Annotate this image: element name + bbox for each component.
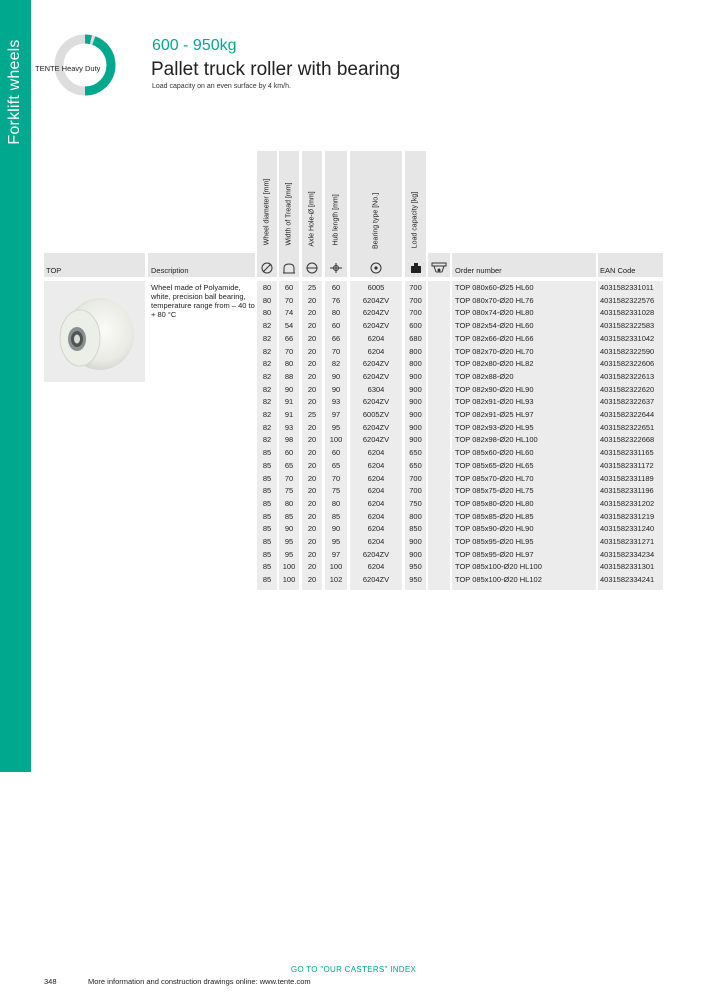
cell-bearing: 6204ZV [362,359,390,369]
casters-index-link[interactable]: GO TO "OUR CASTERS" INDEX [290,965,417,974]
cell-hub: 90 [331,371,341,381]
cell-ean: 4031582322590 [600,346,655,356]
cell-ean: 4031582331202 [600,498,655,508]
diameter-icon [260,262,274,274]
cell-load: 850 [409,524,422,534]
cell-hub: 90 [331,524,341,534]
heading-tread-width: Width of Tread [mm] [285,182,293,246]
cell-diameter: 80 [262,308,272,318]
cell-hub: 80 [331,308,341,318]
cell-axle: 25 [307,283,317,292]
cell-axle: 20 [307,524,317,534]
cell-ean: 4031582331301 [600,562,655,572]
cell-order-number: TOP 080x74-Ø20 HL80 [455,308,534,318]
cell-axle: 20 [307,321,317,331]
cell-ean: 4031582334234 [600,549,655,559]
cell-order-number: TOP 082x93-Ø20 HL95 [455,422,534,432]
cell-bearing: 6204ZV [362,549,390,559]
cell-load: 900 [409,384,422,394]
cell-axle: 20 [307,422,317,432]
cell-axle: 25 [307,410,317,419]
cell-order-number: TOP 085x65-Ø20 HL65 [455,460,534,470]
cell-load: 650 [409,448,422,458]
cell-order-number: TOP 082x54-Ø20 HL60 [455,321,534,331]
cell-hub: 93 [331,397,341,407]
cell-tread: 74 [284,308,294,318]
cell-bearing: 6204 [367,562,385,572]
cell-order-number: TOP 080x60-Ø25 HL60 [455,283,534,292]
header-order-label: Order number [455,266,502,275]
cell-order-number: TOP 085x95-Ø20 HL95 [455,537,534,546]
product-description: Wheel made of Polyamide, white, precision ball bearing, temperature range from – 40 to + 80 °C [151,283,255,319]
cell-axle: 20 [307,575,317,585]
cell-order-number: TOP 082x70-Ø20 HL70 [455,346,534,356]
weight-range: 600 - 950kg [152,37,237,54]
cell-tread: 95 [284,537,294,546]
cell-load: 680 [409,333,422,343]
cell-diameter: 82 [262,346,272,356]
cell-hub: 90 [331,384,341,394]
cell-tread: 91 [284,397,294,407]
cell-bearing: 6204ZV [362,575,390,585]
hub-length-icon [329,262,343,274]
cell-ean: 4031582322576 [600,295,655,305]
cell-order-number: TOP 082x98-Ø20 HL100 [455,435,538,445]
cell-hub: 80 [331,498,341,508]
cell-load: 700 [409,486,422,496]
cell-ean: 4031582322644 [600,410,655,419]
cell-bearing: 6204 [367,346,385,356]
cell-diameter: 85 [262,448,272,458]
col-bg-mounting [428,281,450,590]
cell-tread: 66 [284,333,294,343]
cell-tread: 90 [284,384,294,394]
cell-axle: 20 [307,333,317,343]
mounting-type-icon [431,262,447,274]
cell-bearing: 6204 [367,498,385,508]
cell-load: 650 [409,460,422,470]
bearing-icon [369,262,383,274]
sidebar-label: Forklift wheels [6,39,23,145]
cell-ean: 4031582331189 [600,473,654,483]
cell-ean: 4031582331219 [600,511,655,521]
cell-load: 900 [409,537,422,546]
cell-order-number: TOP 082x88-Ø20 [455,371,514,381]
cell-diameter: 85 [262,498,272,508]
load-weight-icon [409,262,423,274]
cell-tread: 95 [284,549,294,559]
cell-bearing: 6204 [367,473,385,483]
cell-order-number: TOP 082x66-Ø20 HL66 [455,333,534,343]
cell-hub: 66 [331,333,341,343]
cell-tread: 85 [284,511,294,521]
cell-order-number: TOP 085x70-Ø20 HL70 [455,473,534,483]
cell-load: 750 [409,498,422,508]
cell-tread: 80 [284,498,294,508]
cell-diameter: 85 [262,524,272,534]
cell-diameter: 82 [262,384,272,394]
cell-load: 800 [409,359,422,369]
cell-bearing: 6304 [367,384,385,394]
cell-hub: 97 [331,410,341,419]
heading-bearing-type: Bearing type [No.] [372,192,380,250]
page-subtitle: Load capacity on an even surface by 4 km/h. [152,83,291,90]
cell-order-number: TOP 080x70-Ø20 HL76 [455,295,534,305]
cell-order-number: TOP 085x100-Ø20 HL102 [455,575,542,585]
cell-order-number: TOP 085x60-Ø20 HL60 [455,448,534,458]
cell-tread: 100 [282,562,296,572]
cell-ean: 4031582331028 [600,308,655,318]
cell-ean: 4031582322668 [600,435,655,445]
sidebar [0,0,31,772]
cell-load: 800 [409,346,422,356]
cell-hub: 95 [331,537,341,546]
cell-tread: 70 [284,295,294,305]
cell-load: 700 [409,473,422,483]
cell-ean: 4031582322583 [600,321,655,331]
cell-bearing: 6204ZV [362,308,390,318]
cell-order-number: TOP 085x80-Ø20 HL80 [455,498,534,508]
cell-load: 900 [409,371,422,381]
cell-diameter: 85 [262,549,272,559]
cell-order-number: TOP 085x100-Ø20 HL100 [455,562,542,572]
cell-tread: 93 [284,422,294,432]
heading-wheel-diameter: Wheel diameter [mm] [263,178,271,246]
cell-load: 600 [409,321,422,331]
cell-axle: 20 [307,359,317,369]
axle-hole-icon [305,262,319,274]
cell-tread: 88 [284,371,294,381]
cell-hub: 65 [331,460,341,470]
cell-tread: 60 [284,283,294,292]
cell-axle: 20 [307,308,317,318]
cell-load: 900 [409,397,422,407]
cell-load: 950 [409,562,422,572]
cell-bearing: 6204 [367,448,385,458]
cell-diameter: 85 [262,473,272,483]
cell-diameter: 82 [262,359,272,369]
cell-load: 800 [409,511,422,521]
cell-ean: 4031582331042 [600,333,655,343]
cell-hub: 60 [331,448,341,458]
cell-diameter: 85 [262,562,272,572]
cell-tread: 98 [284,435,294,445]
cell-load: 700 [409,308,422,318]
cell-bearing: 6005 [367,283,385,292]
logo-text: TENTE Heavy Duty [35,64,101,73]
cell-axle: 20 [307,511,317,521]
header-ean-label: EAN Code [600,266,636,275]
cell-bearing: 6204 [367,333,385,343]
cell-order-number: TOP 082x90-Ø20 HL90 [455,384,534,394]
cell-order-number: TOP 082x91-Ø20 HL93 [455,397,534,407]
cell-bearing: 6204ZV [362,397,390,407]
cell-diameter: 85 [262,537,272,546]
cell-axle: 20 [307,549,317,559]
cell-tread: 75 [284,486,294,496]
cell-diameter: 82 [262,397,272,407]
cell-order-number: TOP 085x85-Ø20 HL85 [455,511,534,521]
cell-axle: 20 [307,498,317,508]
cell-diameter: 82 [262,422,272,432]
cell-hub: 95 [331,422,341,432]
cell-tread: 70 [284,346,294,356]
cell-axle: 20 [307,473,317,483]
cell-ean: 4031582322606 [600,359,655,369]
footer-info: More information and construction drawings online: www.tente.com [88,977,311,986]
cell-axle: 20 [307,295,317,305]
cell-diameter: 82 [262,435,272,445]
cell-load: 700 [409,295,422,305]
cell-load: 900 [409,422,422,432]
cell-diameter: 82 [262,321,272,331]
cell-ean: 4031582322613 [600,371,655,381]
cell-tread: 90 [284,524,294,534]
cell-order-number: TOP 082x91-Ø25 HL97 [455,410,534,419]
cell-diameter: 80 [262,295,272,305]
cell-axle: 20 [307,346,317,356]
cell-tread: 91 [284,410,294,419]
cell-ean: 4031582322620 [600,384,655,394]
heading-axle-hole: Axle Hole-Ø [mm] [308,191,316,247]
cell-load: 900 [409,549,422,559]
cell-axle: 20 [307,537,317,546]
cell-axle: 20 [307,435,317,445]
cell-load: 950 [409,575,422,585]
cell-hub: 76 [331,295,341,305]
cell-diameter: 82 [262,410,272,419]
cell-tread: 70 [284,473,294,483]
cell-ean: 4031582331011 [600,283,654,292]
cell-tread: 65 [284,460,294,470]
cell-bearing: 6204ZV [362,321,390,331]
cell-axle: 20 [307,562,317,572]
cell-hub: 100 [329,562,343,572]
cell-ean: 4031582322637 [600,397,655,407]
cell-bearing: 6204 [367,524,385,534]
cell-ean: 4031582331271 [600,537,655,546]
cell-axle: 20 [307,486,317,496]
cell-ean: 4031582331165 [600,448,654,458]
cell-diameter: 80 [262,283,272,292]
cell-diameter: 85 [262,486,272,496]
cell-load: 900 [409,410,422,419]
cell-bearing: 6204ZV [362,371,390,381]
heading-load-capacity: Load capacity [kg] [411,191,419,249]
cell-tread: 80 [284,359,294,369]
page-title: Pallet truck roller with bearing [151,59,401,80]
cell-bearing: 6204ZV [362,422,390,432]
cell-tread: 60 [284,448,294,458]
cell-bearing: 6204 [367,460,385,470]
cell-order-number: TOP 085x90-Ø20 HL90 [455,524,534,534]
cell-load: 900 [409,435,422,445]
cell-diameter: 85 [262,460,272,470]
cell-bearing: 6204 [367,486,385,496]
cell-order-number: TOP 082x80-Ø20 HL82 [455,359,534,369]
wheel-product-image [52,286,138,376]
header-top-label: TOP [46,266,62,275]
cell-hub: 85 [331,511,341,521]
cell-bearing: 6204ZV [362,435,390,445]
cell-order-number: TOP 085x95-Ø20 HL97 [455,549,534,559]
cell-tread: 100 [282,575,296,585]
cell-tread: 54 [284,321,294,331]
cell-axle: 20 [307,384,317,394]
cell-hub: 100 [329,435,343,445]
cell-hub: 70 [331,473,341,483]
cell-diameter: 85 [262,511,272,521]
cell-hub: 82 [331,359,341,369]
cell-hub: 102 [329,575,343,585]
cell-hub: 60 [331,283,341,292]
cell-diameter: 82 [262,371,272,381]
tread-width-icon [282,262,296,274]
cell-bearing: 6204ZV [362,295,390,305]
cell-hub: 75 [331,486,341,496]
cell-ean: 4031582331172 [600,460,654,470]
cell-bearing: 6005ZV [362,410,390,419]
cell-ean: 4031582322651 [600,422,655,432]
cell-axle: 20 [307,371,317,381]
cell-diameter: 85 [262,575,272,585]
header-description-label: Description [151,266,189,275]
cell-load: 700 [409,283,422,292]
cell-axle: 20 [307,460,317,470]
cell-ean: 4031582331196 [600,486,654,496]
cell-axle: 20 [307,397,317,407]
cell-hub: 70 [331,346,341,356]
cell-hub: 60 [331,321,341,331]
cell-diameter: 82 [262,333,272,343]
page-number: 348 [44,977,57,986]
heading-hub-length: Hub length [mm] [332,194,340,246]
cell-ean: 4031582331240 [600,524,655,534]
cell-ean: 4031582334241 [600,575,655,585]
cell-hub: 97 [331,549,341,559]
cell-axle: 20 [307,448,317,458]
cell-order-number: TOP 085x75-Ø20 HL75 [455,486,534,496]
cell-bearing: 6204 [367,537,385,546]
cell-bearing: 6204 [367,511,385,521]
